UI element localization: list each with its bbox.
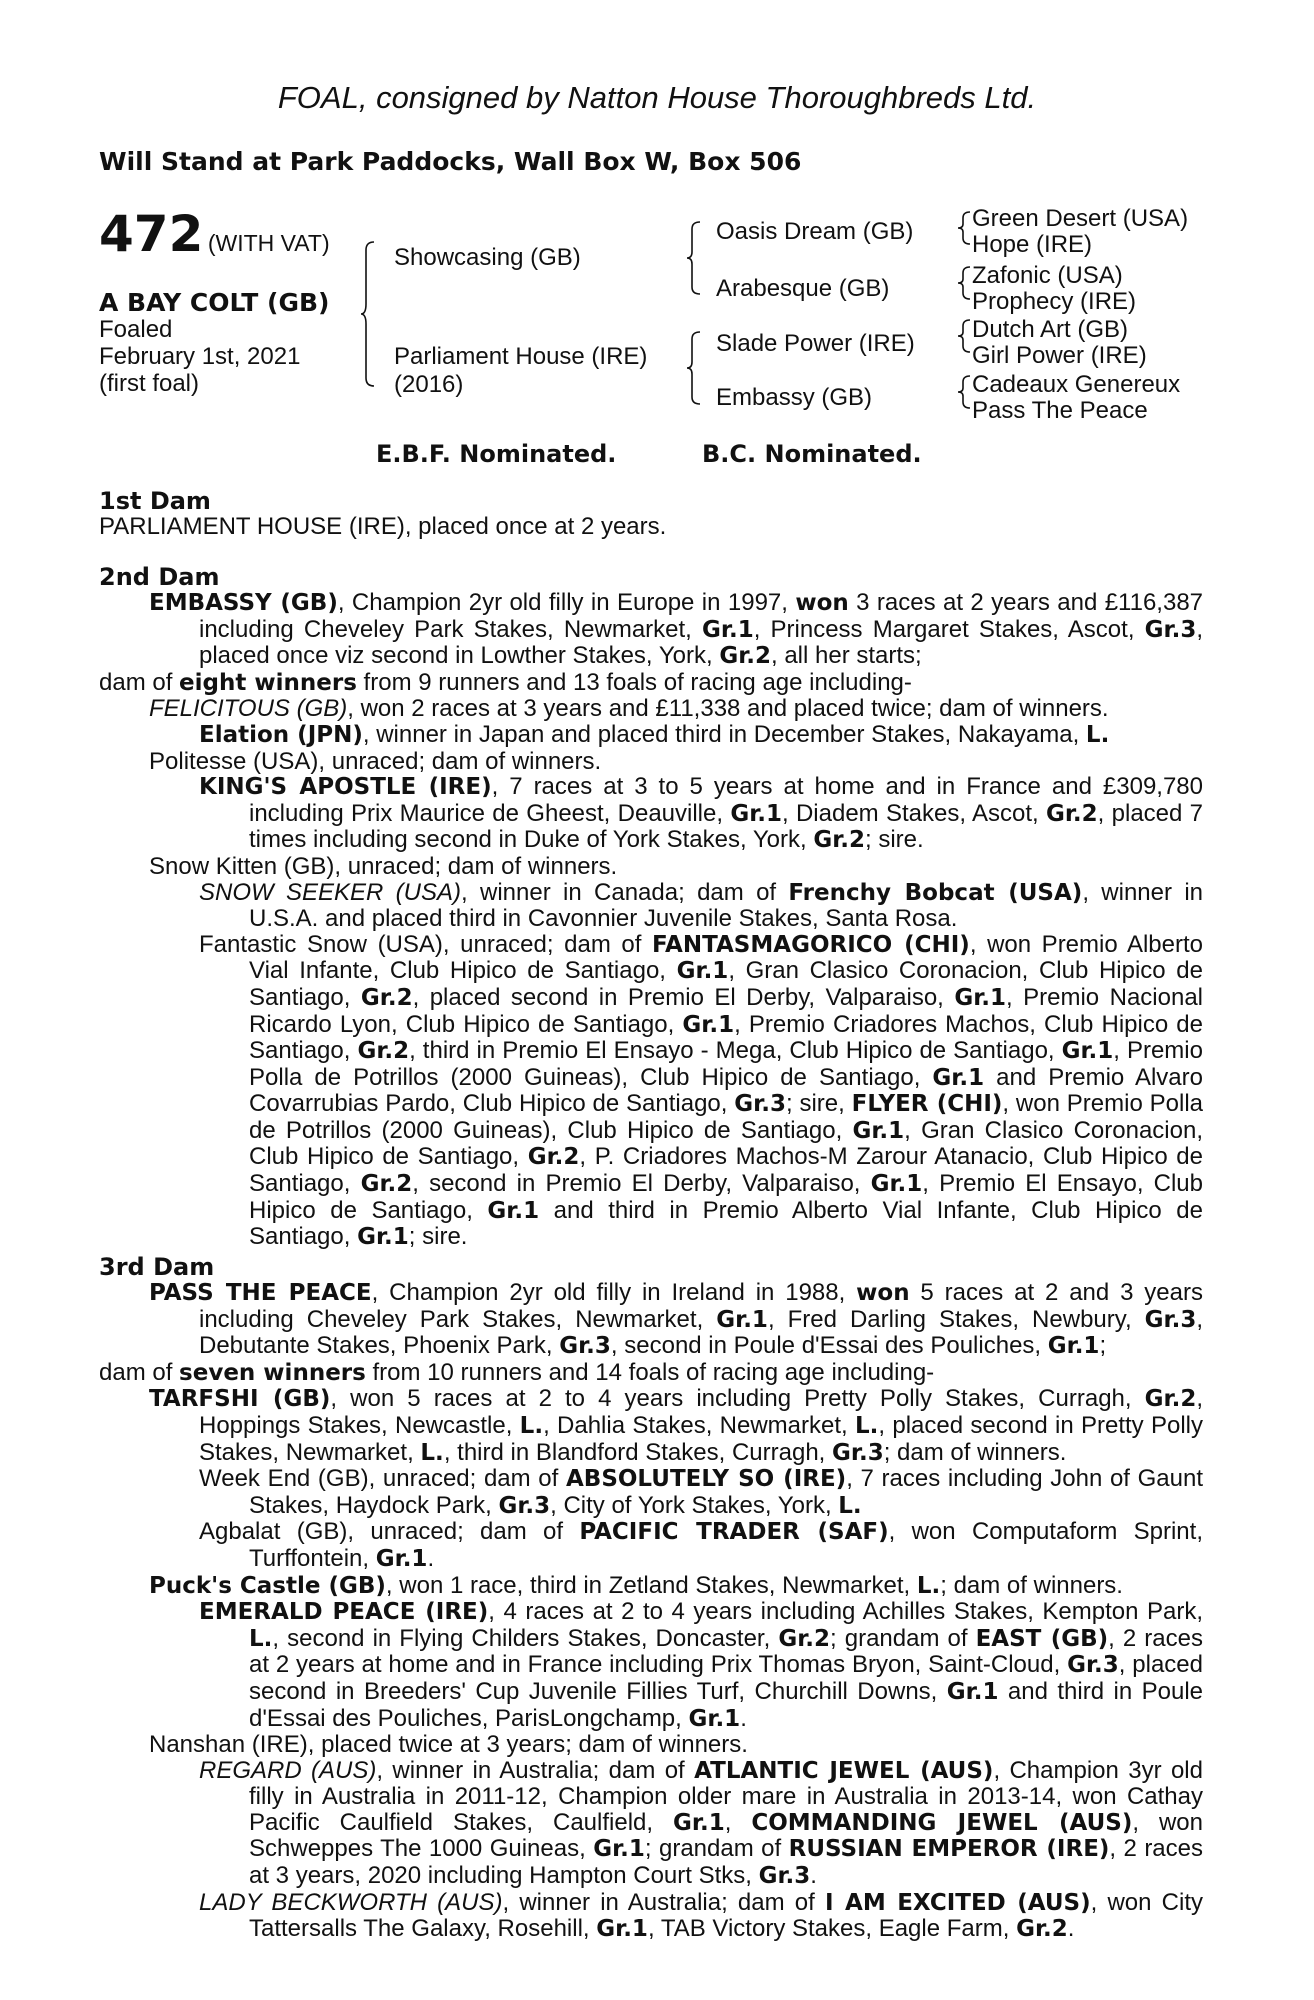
body-text: dam of [99,1358,180,1386]
body-text: from 10 runners and 14 foals of racing age including- [365,1358,935,1386]
pedigree-paragraph [99,670,1203,697]
third-dam-section [99,1254,1203,1943]
pedigree-paragraph [99,854,1203,880]
bold-text: KING'S APOSTLE (IRE) [199,774,492,801]
body-text: and third in Poule d'Essai des Pouliches, ParisLongchamp, [249,1677,1204,1732]
bold-text: Gr.3 [498,1492,551,1519]
body-text: Nanshan (IRE), placed twice at 3 years; dam of winners. [149,1731,748,1759]
body-text: , P. Criadores Machos-M Zarour Atanacio, Club Hipico de Santiago, [249,1143,1203,1198]
bold-text: EMERALD PEACE (IRE) [199,1599,489,1626]
body-text: , placed second in Breeders' Cup Juvenile Fillies Turf, Churchill Downs, [249,1651,1204,1705]
body-text: , won Premio Polla de Potrillos (2000 Guineas), Club Hipico de Santiago, [249,1090,1204,1144]
body-text: , Hoppings Stakes, Newcastle, [199,1385,1204,1439]
body-text: , second in Flying Childers Stakes, Doncaster, [272,1624,779,1652]
pedigree-g5: Dutch Art (GB) [972,316,1129,343]
body-text: , winner in Australia; dam of [376,1756,695,1784]
bold-text: TARFSHI (GB) [149,1386,331,1413]
body-text: , 4 races at 2 to 4 years including Achilles Stakes, Kempton Park, [488,1598,1204,1626]
pedigree-paragraph [99,1386,1203,1466]
third-dam-heading: 3rd Dam [99,1253,215,1281]
body-text: and Premio Alvaro Covarrubias Pardo, Club Hipico de Santiago, [249,1063,1203,1118]
pedigree-paragraph [99,774,1203,854]
pedigree-bracket-g2 [956,265,972,301]
body-text: ; grandam of [830,1624,976,1652]
bold-text: L. [916,1572,941,1599]
body-text: . [1067,1915,1075,1943]
pedigree-paragraph [99,590,1203,670]
body-text: , Gran Clasico Coronacion, Club Hipico de Santiago, [249,957,1203,1011]
bold-text: Gr.1 [954,984,1006,1011]
bold-text: Gr.3 [1144,1306,1197,1333]
sire-dam-name: Arabesque (GB) [716,275,890,302]
pedigree-g1: Green Desert (USA) [972,205,1189,232]
pedigree-bracket-sire [686,220,702,300]
body-text: , winner in Australia; dam of [502,1888,825,1916]
body-text: , third in Premio El Ensayo - Mega, Club Hipico de Santiago, [409,1037,1062,1065]
bold-text: Gr.1 [676,958,729,985]
body-text: , 7 races at 3 to 5 years at home and in France and £309,780 including Prix Maurice de Gheest, Deauville, [249,773,1203,827]
body-text: from 9 runners and 13 foals of racing age including- [356,668,912,696]
body-text: . [810,1862,817,1890]
pedigree-bracket-g4 [956,374,972,410]
sire-sire-name: Oasis Dream (GB) [716,218,914,245]
body-text: Snow Kitten (GB), unraced; dam of winners. [149,852,618,880]
body-text: , placed second in Pretty Polly Stakes, Newmarket, [199,1411,1203,1466]
body-text: Fantastic Snow (USA), unraced; dam of [199,930,652,958]
bold-text: Gr.1 [487,1197,540,1224]
body-text: , won City Tattersalls The Galaxy, Rosehill, [249,1888,1203,1943]
bold-text: Gr.1 [1047,1333,1100,1360]
bold-text: Gr.2 [778,1625,831,1652]
body-text: , 7 races including John of Gaunt Stakes, Haydock Park, [249,1465,1203,1519]
bold-text: FANTASMAGORICO (CHI) [651,931,970,958]
foal-note: (first foal) [99,370,200,397]
italic-text: FELICITOUS (GB) [149,695,348,723]
dam-sire-name: Slade Power (IRE) [716,330,915,357]
pedigree-paragraph [99,1360,1203,1387]
bold-text: Gr.3 [1144,616,1197,643]
body-text: , Dahlia Stakes, Newmarket, [543,1411,855,1439]
pedigree-paragraph [99,1599,1203,1732]
bold-text: PACIFIC TRADER (SAF) [579,1519,889,1546]
body-text: , Diadem Stakes, Ascot, [782,799,1046,827]
bold-text: won [856,1280,910,1306]
bold-text: FLYER (CHI) [851,1091,1003,1118]
lot-number-block [99,205,330,263]
bold-text: Frenchy Bobcat (USA) [788,879,1083,906]
bold-text: Gr.1 [870,1171,923,1198]
pedigree-paragraph [99,1573,1203,1600]
body-text: , won Premio Alberto Vial Infante, Club Hipico de Santiago, [249,930,1203,985]
pedigree-g2: Hope (IRE) [972,231,1093,258]
bold-text: L. [838,1492,862,1519]
body-text: , third in Blandford Stakes, Curragh, [443,1438,833,1466]
bold-text: Gr.1 [946,1678,999,1705]
body-text: , won 1 race, third in Zetland Stakes, Newmarket, [385,1571,917,1599]
body-text: dam of [99,668,180,696]
body-text: , winner in Japan and placed third in December Stakes, Nakayama, [362,720,1086,748]
body-text: Agbalat (GB), unraced; dam of [199,1518,580,1546]
body-text: , Gran Clasico Coronacion, Club Hipico de Santiago, [249,1116,1203,1171]
bold-text: L. [519,1412,544,1439]
body-text: ; dam of winners. [883,1438,1067,1466]
body-text: , 2 races at 3 years, 2020 including Hampton Court Stks, [249,1835,1204,1890]
dam-dam-name: Embassy (GB) [716,384,873,411]
bold-text: Gr.1 [932,1064,985,1091]
body-text: , winner in U.S.A. and placed third in Cavonnier Juvenile Stakes, Santa Rosa. [249,878,1203,933]
stand-location: Will Stand at Park Paddocks, Wall Box W, Box 506 [99,147,802,176]
body-text: , City of York Stakes, York, [550,1491,839,1519]
body-text: , 2 races at 2 years at home and in France including Prix Thomas Bryon, Saint-Cloud, [249,1624,1203,1679]
pedigree-g8: Pass The Peace [972,397,1148,424]
body-text: 5 races at 2 and 3 years including Cheveley Park Stakes, Newmarket, [199,1279,1203,1333]
body-text: , [724,1808,752,1836]
bold-text: RUSSIAN EMPEROR (IRE) [788,1836,1110,1863]
bold-text: Gr.1 [716,1306,768,1333]
body-text: , Premio Criadores Machos, Club Hipico de Santiago, [249,1010,1203,1065]
dam-name: Parliament House (IRE) [394,343,648,370]
bold-text: Gr.1 [682,1011,735,1038]
body-text: , second in Poule d'Essai des Pouliches, [610,1332,1048,1360]
body-text: ; sire. [865,826,924,854]
body-text: Week End (GB), unraced; dam of [199,1465,566,1493]
pedigree-g4: Prophecy (IRE) [972,288,1137,315]
body-text: , Premio Polla de Potrillos (2000 Guineas), Club Hipico de Santiago, [249,1037,1203,1091]
bold-text: Gr.1 [1061,1038,1114,1065]
bold-text: EMBASSY (GB) [149,590,338,616]
bold-text: Gr.3 [758,1863,811,1890]
body-text: , Premio El Ensayo, Club Hipico de Santiago, [249,1170,1204,1224]
body-text: , second in Premio El Derby, Valparaiso, [412,1170,871,1198]
pedigree-paragraph [99,1758,1203,1890]
bold-text: Gr.1 [688,1705,741,1732]
body-text: , won Computaform Sprint, Turffontein, [249,1518,1203,1572]
catalogue-header: FOAL, consigned by Natton House Thoroughbreds Ltd. [277,80,1037,115]
pedigree-paragraph [99,696,1203,722]
bold-text: Gr.1 [673,1809,725,1836]
body-text: 3 races at 2 years and £116,387 including Cheveley Park Stakes, Newmarket, [199,589,1204,643]
third-dam-body [99,1280,1203,1943]
body-text: , Champion 2yr old filly in Europe in 1997, [337,589,796,616]
pedigree-g6: Girl Power (IRE) [972,342,1147,369]
bold-text: Gr.3 [832,1439,884,1466]
body-text: , Premio Nacional Ricardo Lyon, Club Hipico de Santiago, [249,983,1204,1038]
bold-text: Gr.1 [596,1916,648,1943]
body-text: and third in Premio Alberto Vial Infante, Club Hipico de Santiago, [249,1196,1203,1251]
body-text: ; grandam of [644,1835,789,1863]
bold-text: Gr.1 [702,616,754,643]
dam-year: (2016) [394,371,464,398]
bold-text: PASS THE PEACE [149,1280,372,1306]
pedigree-bracket-main [360,240,376,390]
bold-text: Gr.2 [360,1171,413,1198]
bold-text: COMMANDING JEWEL (AUS) [751,1809,1133,1836]
pedigree-paragraph [99,1280,1203,1360]
bold-text: Gr.1 [357,1224,409,1251]
body-text: ; sire. [408,1223,468,1251]
lot-number: 472 [99,205,204,263]
body-text: . [427,1544,435,1572]
bold-text: L. [249,1625,273,1652]
body-text: , placed once viz second in Lowther Stakes, York, [199,615,1203,670]
pedigree-bracket-g3 [956,318,972,354]
bold-text: L. [420,1439,444,1466]
body-text: , won Schweppes The 1000 Guineas, [249,1808,1203,1863]
body-text: , Fred Darling Stakes, Newbury, [767,1305,1145,1333]
bold-text: ATLANTIC JEWEL (AUS) [694,1757,994,1784]
bold-text: Gr.3 [1067,1652,1119,1679]
bold-text: Gr.2 [1016,1916,1068,1943]
bold-text: ABSOLUTELY SO (IRE) [565,1466,847,1493]
bold-text: Gr.2 [813,827,866,854]
pedigree-paragraph [99,722,1203,749]
bold-text: EAST (GB) [975,1625,1109,1652]
body-text: , Champion 2yr old filly in Ireland in 1988, [371,1279,857,1306]
bold-text: Gr.2 [1045,800,1098,827]
body-text: Politesse (USA), unraced; dam of winners. [149,747,602,775]
pedigree-paragraph [99,880,1203,932]
foaled-date: February 1st, 2021 [99,343,301,370]
bold-text: eight winners [179,669,357,696]
body-text: , Debutante Stakes, Phoenix Park, [199,1305,1204,1360]
ebf-nomination: E.B.F. Nominated. [376,440,617,468]
bold-text: Gr.3 [559,1333,611,1360]
pedigree-g3: Zafonic (USA) [972,262,1123,289]
body-text: , won 2 races at 3 years and £11,338 and placed twice; dam of winners. [347,695,1109,723]
italic-text: REGARD (AUS) [199,1756,377,1784]
first-dam-text: PARLIAMENT HOUSE (IRE), placed once at 2 years. [99,513,667,540]
body-text: , placed second in Premio El Derby, Valparaiso, [412,983,955,1011]
horse-description: A BAY COLT (GB) [99,288,330,317]
bold-text: L. [1085,721,1110,748]
pedigree-paragraph [99,749,1203,775]
body-text: ; dam of winners. [940,1571,1123,1599]
pedigree-paragraph [99,1890,1203,1943]
body-text: , placed 7 times including second in Duke of York Stakes, York, [249,799,1204,854]
second-dam-heading: 2nd Dam [99,563,220,591]
italic-text: LADY BECKWORTH (AUS) [199,1888,503,1916]
vat-note: (WITH VAT) [207,230,330,256]
bc-nomination: B.C. Nominated. [702,440,922,468]
bold-text: Elation (JPN) [199,721,363,748]
first-dam-section [99,488,1203,540]
body-text: , Champion 3yr old filly in Australia in 2011-12, Champion older mare in Australia in 2013-14, won Cathay Pacific Caulfield Stakes, Caulfield, [249,1756,1203,1836]
bold-text: Gr.2 [719,643,771,670]
body-text: , winner in Canada; dam of [461,878,789,906]
foaled-label: Foaled [99,316,173,343]
pedigree-paragraph [99,1466,1203,1519]
second-dam-section [99,564,1203,1251]
bold-text: Gr.2 [1144,1386,1197,1413]
bold-text: won [795,590,849,616]
pedigree-paragraph [99,1519,1203,1572]
bold-text: seven winners [179,1359,366,1386]
bold-text: Gr.2 [527,1144,580,1171]
bold-text: Gr.1 [852,1117,905,1144]
bold-text: Gr.3 [734,1091,786,1118]
pedigree-paragraph [99,932,1203,1251]
first-dam-heading: 1st Dam [99,487,211,515]
bold-text: L. [855,1412,879,1439]
bold-text: I AM EXCITED (AUS) [824,1889,1091,1916]
body-text: ; [1099,1332,1107,1360]
body-text: . [740,1704,747,1732]
body-text: , TAB Victory Stakes, Eagle Farm, [647,1915,1017,1943]
bold-text: Gr.1 [593,1836,645,1863]
pedigree-bracket-dam [686,330,702,410]
body-text: , Princess Margaret Stakes, Ascot, [753,615,1145,643]
bold-text: Puck's Castle (GB) [149,1572,386,1599]
second-dam-body [99,590,1203,1251]
body-text: ; sire, [785,1090,852,1118]
bold-text: Gr.1 [375,1545,428,1572]
italic-text: SNOW SEEKER (USA) [199,878,462,906]
bold-text: Gr.1 [730,800,783,827]
bold-text: Gr.2 [360,984,413,1011]
body-text: , won 5 races at 2 to 4 years including Pretty Polly Stakes, Curragh, [330,1385,1145,1413]
pedigree-paragraph [99,1732,1203,1758]
pedigree-bracket-g1 [956,210,972,246]
pedigree-g7: Cadeaux Genereux [972,371,1181,398]
bold-text: Gr.2 [357,1038,410,1065]
sire-name: Showcasing (GB) [394,244,581,271]
body-text: , all her starts; [771,642,922,670]
